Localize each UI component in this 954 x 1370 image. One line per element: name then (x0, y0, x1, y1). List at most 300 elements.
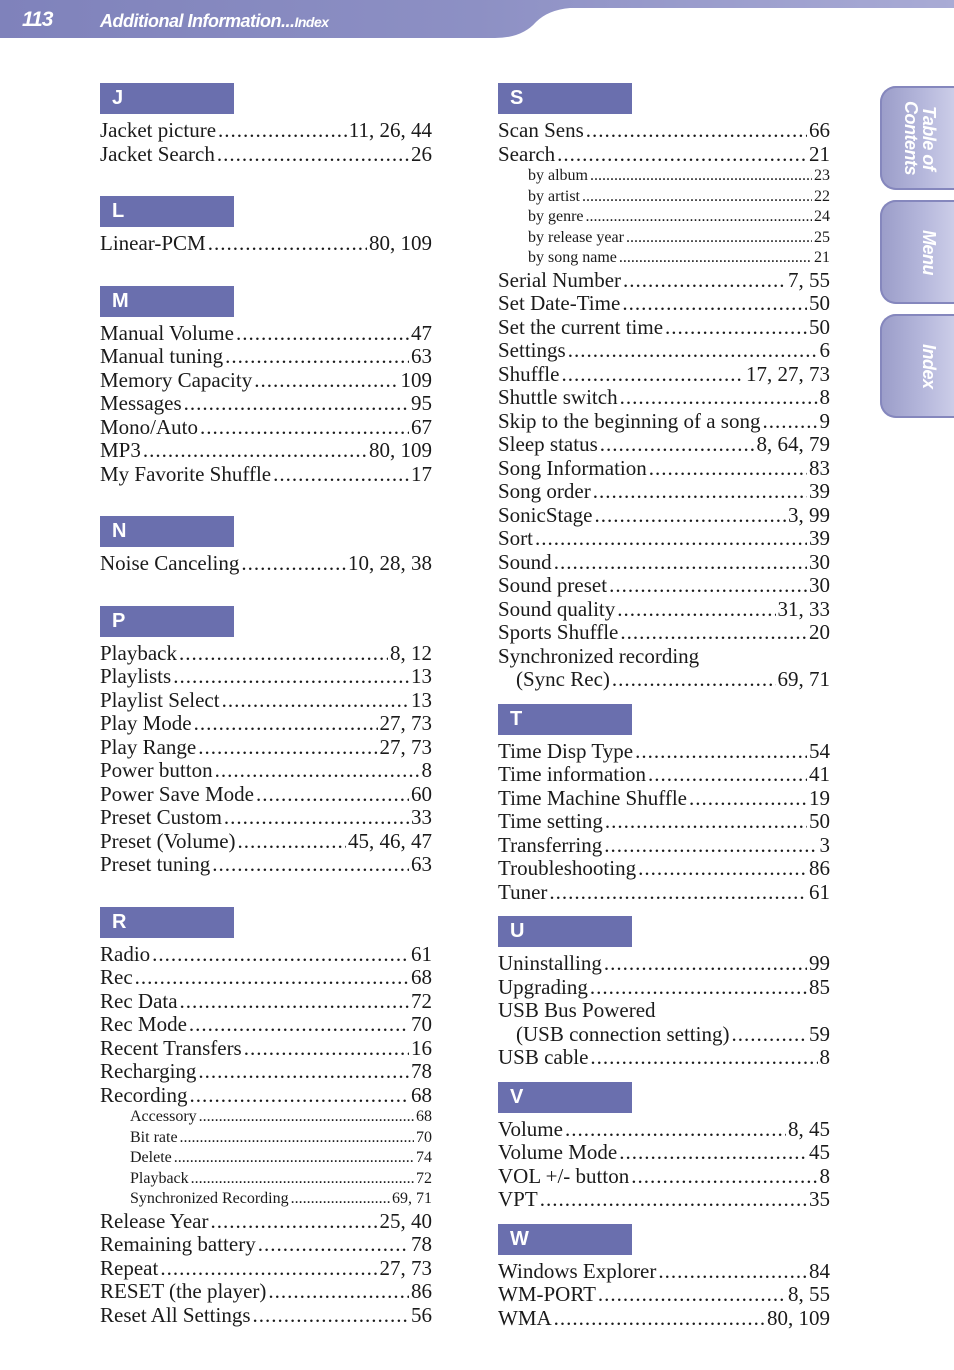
dot-leader (173, 665, 409, 689)
dot-leader (225, 345, 409, 369)
entry-page-numbers[interactable]: 22 (814, 187, 830, 205)
index-entry[interactable] (100, 853, 432, 877)
entry-page-numbers[interactable]: 39 (809, 526, 830, 551)
index-entry[interactable] (100, 322, 432, 346)
entry-page-numbers[interactable]: 61 (809, 879, 830, 904)
dot-leader (762, 410, 817, 434)
index-entry[interactable] (498, 386, 830, 410)
entry-label: Shuttle switch (498, 385, 618, 410)
entry-label: Play Mode (100, 711, 192, 735)
dot-leader (731, 1023, 807, 1047)
entry-page-numbers[interactable]: 17, 27, 73 (746, 361, 830, 386)
entry-page-numbers[interactable]: 25 (814, 228, 830, 246)
entry-page-numbers[interactable]: 63 (411, 344, 432, 368)
entry-page-numbers[interactable]: 80, 109 (369, 231, 432, 255)
dot-leader (189, 1084, 409, 1108)
entry-page-numbers[interactable]: 8 (819, 385, 830, 410)
dot-leader (217, 143, 409, 167)
entry-page-numbers[interactable]: 8, 64, 79 (756, 432, 830, 457)
entry-label: Remaining battery (100, 1232, 256, 1257)
index-entry[interactable] (100, 1280, 432, 1304)
entry-page-numbers[interactable]: 80, 109 (369, 438, 432, 462)
index-entry[interactable] (100, 1084, 432, 1108)
dot-leader (612, 668, 776, 692)
dot-leader (241, 552, 346, 576)
entry-page-numbers[interactable]: 109 (400, 367, 432, 392)
entry-page-numbers[interactable]: 21 (809, 141, 830, 166)
entry-page-numbers[interactable]: 35 (809, 1187, 830, 1212)
dot-leader (191, 1169, 414, 1190)
entry-page-numbers[interactable]: 33 (411, 805, 432, 829)
page-title: Additional Information...Index (100, 11, 329, 31)
dot-leader (561, 363, 744, 387)
index-entry[interactable] (100, 712, 432, 736)
entry-page-numbers[interactable]: 39 (809, 479, 830, 504)
index-entry[interactable] (498, 574, 830, 598)
entry-label: RESET (the player) (100, 1279, 267, 1304)
entry-page-numbers[interactable]: 3, 99 (788, 502, 830, 527)
page-header (0, 0, 954, 40)
index-entry[interactable] (100, 783, 432, 807)
index-entry[interactable] (498, 1023, 830, 1047)
entry-page-numbers[interactable]: 13 (411, 664, 432, 688)
tab-index[interactable] (880, 314, 954, 418)
entry-page-numbers[interactable]: 30 (809, 573, 830, 598)
index-entry[interactable] (498, 1141, 830, 1165)
index-column-left (100, 83, 432, 1327)
dot-leader (619, 1141, 807, 1165)
letter-heading: J (100, 83, 234, 114)
entry-page-numbers[interactable]: 72 (416, 1169, 432, 1187)
index-entry[interactable] (100, 1257, 432, 1281)
entry-label: Recharging (100, 1059, 197, 1083)
entry-label: Set the current time (498, 314, 664, 339)
index-entry[interactable] (100, 1304, 432, 1328)
index-entry[interactable] (498, 119, 830, 143)
index-column-right (498, 83, 830, 1330)
letter-heading: R (100, 907, 234, 938)
entry-label: Search (498, 141, 556, 166)
letter-section-n (100, 516, 432, 576)
entry-page-numbers[interactable]: 13 (411, 687, 432, 712)
entry-label: Uninstalling (498, 951, 602, 976)
entry-page-numbers[interactable]: 19 (809, 785, 830, 810)
entry-label: Power Save Mode (100, 781, 254, 806)
dot-leader (199, 1107, 414, 1128)
entry-page-numbers[interactable]: 83 (809, 455, 830, 480)
dot-leader (617, 598, 775, 622)
entry-page-numbers[interactable]: 68 (416, 1108, 432, 1125)
letter-heading: V (498, 1082, 632, 1113)
entry-label: Preset (Volume) (100, 828, 236, 853)
index-entry[interactable] (100, 966, 432, 990)
entry-label: Song order (498, 479, 591, 504)
entry-page-numbers[interactable]: 27, 73 (379, 1255, 432, 1280)
entry-label: by artist (528, 187, 580, 205)
letter-heading: S (498, 83, 632, 114)
letter-heading: N (100, 516, 234, 547)
dot-leader (598, 1283, 786, 1307)
dot-leader (210, 1210, 377, 1234)
index-subentry[interactable] (100, 1189, 432, 1210)
entry-page-numbers[interactable]: 27, 73 (379, 734, 432, 759)
entry-list (498, 1260, 830, 1331)
entry-page-numbers[interactable]: 59 (809, 1021, 830, 1046)
index-entry[interactable] (498, 1046, 830, 1070)
entry-page-numbers[interactable]: 8, 12 (390, 640, 432, 665)
entry-list (498, 1118, 830, 1212)
dot-leader (198, 1060, 409, 1084)
entry-label: Volume Mode (498, 1140, 618, 1165)
entry-page-numbers[interactable]: 70 (411, 1012, 432, 1036)
entry-label: Recent Transfers (100, 1035, 242, 1060)
entry-page-numbers[interactable]: 67 (411, 414, 432, 439)
entry-page-numbers[interactable]: 69, 71 (777, 667, 830, 692)
entry-page-numbers[interactable]: 86 (411, 1279, 432, 1304)
index-entry[interactable] (498, 810, 830, 834)
index-entry[interactable] (498, 787, 830, 811)
index-entry[interactable] (100, 1060, 432, 1084)
entry-page-numbers[interactable]: 47 (411, 320, 432, 345)
dot-leader (623, 269, 786, 293)
index-entry[interactable] (100, 642, 432, 666)
index-entry[interactable] (100, 1037, 432, 1061)
index-entry[interactable] (498, 480, 830, 504)
entry-page-numbers[interactable]: 66 (809, 118, 830, 142)
entry-page-numbers[interactable]: 78 (411, 1232, 432, 1257)
entry-list (498, 740, 830, 905)
index-entry[interactable] (100, 759, 432, 783)
entry-page-numbers[interactable]: 63 (411, 852, 432, 876)
entry-page-numbers[interactable]: 50 (809, 809, 830, 834)
entry-label: Manual tuning (100, 344, 224, 368)
index-entry[interactable] (100, 1210, 432, 1234)
index-entry[interactable] (498, 834, 830, 858)
entry-page-numbers[interactable]: 45, 46, 47 (348, 828, 432, 853)
entry-page-numbers[interactable]: 84 (809, 1258, 830, 1283)
dot-leader (635, 740, 807, 764)
entry-label: WM-PORT (498, 1282, 596, 1307)
index-entry[interactable] (498, 292, 830, 316)
entry-label: Settings (498, 338, 566, 363)
index-entry[interactable] (498, 551, 830, 575)
letter-heading: T (498, 704, 632, 735)
entry-page-numbers[interactable]: 24 (814, 208, 830, 226)
index-entry[interactable] (100, 990, 432, 1014)
index-entry[interactable] (100, 736, 432, 760)
entry-page-numbers[interactable]: 8, 55 (788, 1282, 830, 1307)
dot-leader (620, 386, 818, 410)
tab-table-of-contents[interactable] (880, 86, 954, 190)
index-entry[interactable] (100, 392, 432, 416)
index-entry[interactable] (498, 598, 830, 622)
entry-label: SonicStage (498, 502, 593, 527)
entry-label: Preset Custom (100, 805, 222, 829)
index-entry[interactable] (498, 504, 830, 528)
index-subentry[interactable] (100, 1107, 432, 1128)
dot-leader (198, 736, 377, 760)
entry-page-numbers[interactable]: 26 (411, 141, 432, 166)
index-subentry[interactable] (498, 187, 830, 208)
entry-label: My Favorite Shuffle (100, 461, 272, 486)
entry-label: Rec Data (100, 988, 178, 1013)
entry-page-numbers[interactable]: 7, 55 (788, 267, 830, 292)
index-entry[interactable] (498, 363, 830, 387)
entry-page-numbers[interactable]: 74 (416, 1149, 432, 1167)
index-subentry[interactable] (498, 248, 830, 269)
index-entry[interactable] (498, 1188, 830, 1212)
dot-leader (236, 322, 409, 346)
index-entry[interactable] (100, 345, 432, 369)
entry-page-numbers[interactable]: 41 (809, 762, 830, 787)
entry-page-numbers[interactable]: 54 (809, 738, 830, 763)
dot-leader (212, 853, 409, 877)
letter-section-w (498, 1224, 830, 1331)
index-entry[interactable] (498, 1260, 830, 1284)
index-entry[interactable] (100, 463, 432, 487)
letter-heading: U (498, 916, 632, 947)
dot-leader (600, 433, 755, 457)
entry-label: Jacket picture (100, 118, 217, 142)
index-entry[interactable]: Synchronized recording (498, 643, 700, 668)
dot-leader (224, 806, 409, 830)
entry-page-numbers[interactable]: 30 (809, 549, 830, 574)
dot-leader (590, 976, 807, 1000)
letter-heading: W (498, 1224, 632, 1255)
dot-leader (568, 339, 818, 363)
index-entry[interactable] (100, 416, 432, 440)
dot-leader (619, 248, 812, 269)
entry-page-numbers[interactable]: 9 (819, 408, 830, 433)
dot-leader (238, 830, 346, 854)
entry-page-numbers[interactable]: 50 (809, 314, 830, 339)
index-entry[interactable] (498, 269, 830, 293)
index-entry[interactable] (498, 621, 830, 645)
entry-list (100, 232, 432, 256)
entry-page-numbers[interactable]: 85 (809, 974, 830, 999)
index-entry[interactable] (100, 1233, 432, 1257)
index-subentry[interactable] (100, 1169, 432, 1190)
index-entry[interactable] (498, 763, 830, 787)
index-entry[interactable] (100, 143, 432, 167)
entry-label: Jacket Search (100, 141, 215, 166)
entry-page-numbers[interactable]: 56 (411, 1302, 432, 1327)
dot-leader (200, 416, 409, 440)
entry-page-numbers[interactable]: 78 (411, 1059, 432, 1083)
entry-page-numbers[interactable]: 8 (421, 758, 432, 782)
dot-leader (179, 642, 388, 666)
entry-page-numbers[interactable]: 45 (809, 1140, 830, 1165)
index-subentry[interactable] (100, 1128, 432, 1149)
entry-page-numbers[interactable]: 27, 73 (379, 711, 432, 735)
entry-list (100, 943, 432, 1328)
entry-page-numbers[interactable]: 10, 28, 38 (348, 551, 432, 575)
index-entry[interactable] (498, 976, 830, 1000)
index-entry[interactable]: USB Bus Powered (498, 998, 656, 1023)
entry-page-numbers[interactable]: 69, 71 (392, 1190, 432, 1208)
dot-leader (557, 143, 807, 167)
entry-label: Playback (130, 1169, 189, 1187)
dot-leader (586, 207, 812, 228)
entry-page-numbers[interactable]: 50 (809, 291, 830, 316)
entry-label: Synchronized Recording (130, 1190, 289, 1208)
entry-label: Messages (100, 391, 182, 415)
dot-leader (649, 457, 807, 481)
dot-leader (535, 527, 807, 551)
index-entry[interactable] (498, 1307, 830, 1331)
index-entry[interactable] (498, 952, 830, 976)
entry-label: Reset All Settings (100, 1302, 251, 1327)
index-entry[interactable] (100, 119, 432, 143)
dot-leader (135, 966, 409, 990)
entry-page-numbers[interactable]: 8 (819, 1045, 830, 1070)
index-entry[interactable] (100, 1013, 432, 1037)
entry-list (498, 119, 830, 692)
entry-page-numbers[interactable]: 80, 109 (767, 1305, 830, 1330)
entry-page-numbers[interactable]: 23 (814, 167, 830, 184)
entry-label: Release Year (100, 1208, 209, 1233)
entry-page-numbers[interactable]: 25, 40 (379, 1208, 432, 1233)
index-entry[interactable] (498, 1165, 830, 1189)
dot-leader (582, 187, 812, 208)
letter-section-l (100, 196, 432, 256)
dot-leader (590, 1046, 817, 1070)
index-entry[interactable] (498, 339, 830, 363)
entry-label: by song name (528, 249, 617, 267)
entry-page-numbers[interactable]: 68 (411, 965, 432, 989)
index-entry[interactable] (498, 1283, 830, 1307)
index-entry[interactable] (498, 881, 830, 905)
index-subentry[interactable] (498, 166, 830, 187)
entry-page-numbers[interactable]: 6 (819, 338, 830, 363)
index-subentry[interactable] (498, 207, 830, 228)
letter-section-v (498, 1082, 830, 1212)
index-entry[interactable] (100, 232, 432, 256)
entry-label: Playlist Select (100, 687, 220, 712)
entry-page-numbers[interactable]: 70 (416, 1128, 432, 1146)
entry-label: Power button (100, 758, 213, 782)
letter-heading: P (100, 606, 234, 637)
index-subentry[interactable] (100, 1148, 432, 1169)
dot-leader (254, 369, 398, 393)
entry-page-numbers[interactable]: 61 (411, 941, 432, 966)
entry-label: VPT (498, 1187, 538, 1212)
index-entry[interactable] (498, 457, 830, 481)
index-entry[interactable] (100, 830, 432, 854)
entry-label: Time Machine Shuffle (498, 785, 687, 810)
dot-leader (180, 1128, 414, 1149)
index-entry[interactable] (100, 369, 432, 393)
dot-leader (631, 1165, 817, 1189)
dot-leader (604, 952, 807, 976)
entry-label: Sound preset (498, 573, 608, 598)
dot-leader (609, 574, 807, 598)
entry-label: Linear-PCM (100, 231, 206, 255)
entry-page-numbers[interactable]: 86 (809, 856, 830, 881)
dot-leader (273, 463, 409, 487)
tab-label: Menu (919, 229, 939, 275)
letter-section-r (100, 907, 432, 1328)
entry-label: Mono/Auto (100, 414, 199, 439)
index-entry[interactable] (498, 740, 830, 764)
tab-menu[interactable] (880, 200, 954, 304)
index-entry[interactable] (498, 143, 830, 167)
entry-label: Sound quality (498, 596, 616, 621)
dot-leader (540, 1188, 807, 1212)
entry-page-numbers[interactable]: 99 (809, 951, 830, 976)
entry-page-numbers[interactable]: 16 (411, 1035, 432, 1060)
dot-leader (565, 1118, 786, 1142)
index-entry[interactable] (100, 689, 432, 713)
dot-leader (658, 1260, 807, 1284)
dot-leader (258, 1233, 409, 1257)
entry-page-numbers[interactable]: 8 (819, 1163, 830, 1188)
entry-label: Windows Explorer (498, 1258, 657, 1283)
index-entry[interactable] (498, 433, 830, 457)
entry-page-numbers[interactable]: 31, 33 (777, 596, 830, 621)
entry-label: Manual Volume (100, 320, 234, 345)
index-entry[interactable] (498, 410, 830, 434)
index-entry[interactable] (498, 1118, 830, 1142)
index-entry[interactable] (100, 439, 432, 463)
entry-list (100, 322, 432, 487)
entry-label: Skip to the beginning of a song (498, 408, 761, 433)
entry-page-numbers[interactable]: 21 (814, 249, 830, 267)
index-entry[interactable] (498, 857, 830, 881)
dot-leader (244, 1037, 409, 1061)
entry-label: Noise Canceling (100, 551, 240, 575)
index-entry[interactable] (498, 316, 830, 340)
index-entry[interactable] (100, 943, 432, 967)
entry-label: Time Disp Type (498, 738, 634, 763)
entry-page-numbers[interactable]: 17 (411, 461, 432, 486)
entry-page-numbers[interactable]: 72 (411, 988, 432, 1013)
entry-page-numbers[interactable]: 60 (411, 781, 432, 806)
entry-label: Sports Shuffle (498, 620, 619, 645)
entry-page-numbers[interactable]: 95 (411, 391, 432, 415)
index-entry[interactable] (498, 668, 830, 692)
entry-page-numbers[interactable]: 3 (819, 832, 830, 857)
tab-label: Table of Contents (901, 101, 939, 175)
index-entry[interactable] (498, 527, 830, 551)
dot-leader (189, 1013, 409, 1037)
entry-label: Delete (130, 1149, 172, 1167)
entry-page-numbers[interactable]: 20 (809, 620, 830, 645)
letter-section-t (498, 704, 830, 905)
tab-label: Index (919, 343, 939, 389)
letter-section-s (498, 83, 830, 692)
dot-leader (208, 232, 367, 256)
entry-label: WMA (498, 1305, 552, 1330)
entry-label: Set Date-Time (498, 291, 621, 316)
dot-leader (160, 1257, 377, 1281)
dot-leader (215, 759, 420, 783)
entry-label: Rec (100, 965, 133, 989)
letter-section-u (498, 916, 830, 1070)
entry-page-numbers[interactable]: 68 (411, 1082, 432, 1107)
entry-label: Rec Mode (100, 1012, 187, 1036)
dot-leader (253, 1304, 409, 1328)
entry-label: Bit rate (130, 1128, 178, 1146)
entry-page-numbers[interactable]: 11, 26, 44 (348, 118, 432, 142)
entry-label: Volume (498, 1116, 563, 1141)
entry-page-numbers[interactable]: 8, 45 (788, 1116, 830, 1141)
index-subentry[interactable] (498, 228, 830, 249)
index-entry[interactable] (100, 806, 432, 830)
index-entry[interactable] (100, 552, 432, 576)
dot-leader (222, 689, 409, 713)
index-entry[interactable] (100, 665, 432, 689)
